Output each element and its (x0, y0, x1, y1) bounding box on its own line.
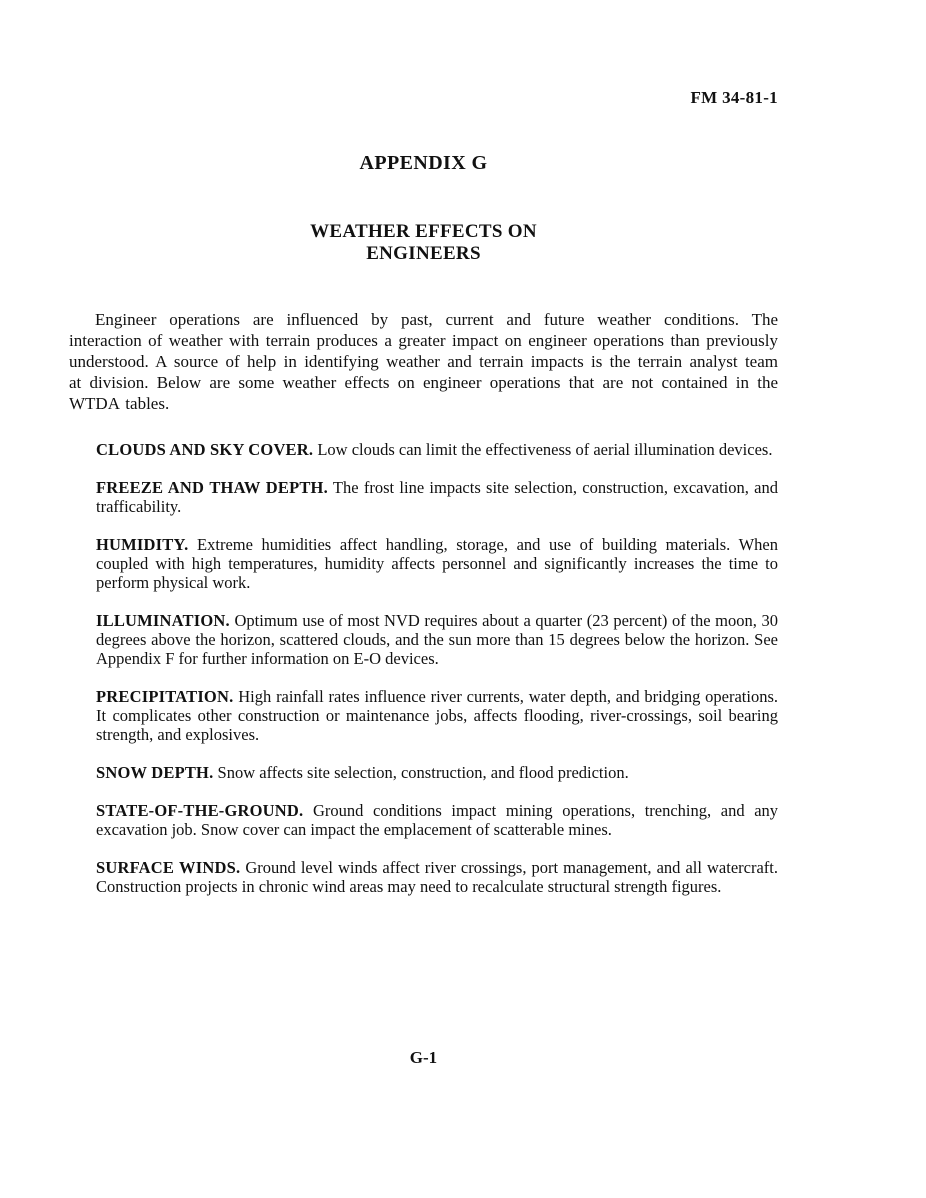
entry-term: ILLUMINATION. (96, 611, 230, 630)
entry-term: SNOW DEPTH. (96, 763, 214, 782)
entry-text: Low clouds can limit the effectiveness of aerial illumination devices. (317, 440, 773, 459)
appendix-title: APPENDIX G (359, 152, 488, 174)
entry-term: FREEZE AND THAW DEPTH. (96, 478, 328, 497)
entry-list (96, 440, 778, 896)
doc-number: FM 34-81-1 (690, 88, 778, 107)
entry-text: Extreme humidities affect handling, storage, and use of building materials. When coupled with high temperatures, humidity affects personnel and significantly increases the time to perform physical work. (96, 535, 778, 592)
entry-text: Ground conditions impact mining operations, trenching, and any excavation job. Snow cover can impact the emplacement of scatterable mines. (96, 801, 779, 839)
entry-illumination (96, 611, 778, 668)
entry-freeze (96, 478, 778, 516)
chapter-title-line1: WEATHER EFFECTS ON (310, 221, 537, 242)
entry-text: The frost line impacts site selection, construction, excavation, and trafficability. (96, 478, 778, 516)
entry-term: PRECIPITATION. (96, 687, 234, 706)
entry-text: High rainfall rates influence river currents, water depth, and bridging operations. It complicates other construction or maintenance jobs, affects flooding, river-crossings, soil bearing strength, and explosives. (96, 687, 779, 744)
chapter-title-line2: ENGINEERS (366, 243, 481, 264)
intro-paragraph: Engineer operations are influenced by past, current and future weather conditions. The interaction of weather with terrain produces a greater impact on engineer operations than previously understood. A source of help in identifying weather and terrain impacts is the terrain analyst team at division. Below are some weather effects on engineer operations that are not contained in the WTDA tables. (69, 310, 778, 413)
page-number: G-1 (409, 1048, 438, 1067)
entry-term: STATE-OF-THE-GROUND. (96, 801, 304, 820)
entry-term: CLOUDS AND SKY COVER. (96, 440, 314, 459)
entry-clouds (96, 440, 778, 459)
entry-humidity (96, 535, 778, 592)
entry-text: Snow affects site selection, construction, and flood prediction. (217, 763, 629, 782)
entry-surface-winds (96, 858, 778, 896)
entry-state-of-ground (96, 801, 778, 839)
entry-text: Optimum use of most NVD requires about a quarter (23 percent) of the moon, 30 degrees above the horizon, scattered clouds, and the sun more than 15 degrees below the horizon. See Appendix F for further information on E-O devices. (96, 611, 778, 668)
entry-snow-depth (96, 763, 778, 782)
chapter-title (69, 221, 778, 265)
entry-text: Ground level winds affect river crossings, port management, and all watercraft. Construction projects in chronic wind areas may need to recalculate structural strength figures. (96, 858, 779, 896)
entry-term: HUMIDITY. (96, 535, 189, 554)
entry-term: SURFACE WINDS. (96, 858, 241, 877)
entry-precipitation (96, 687, 778, 744)
